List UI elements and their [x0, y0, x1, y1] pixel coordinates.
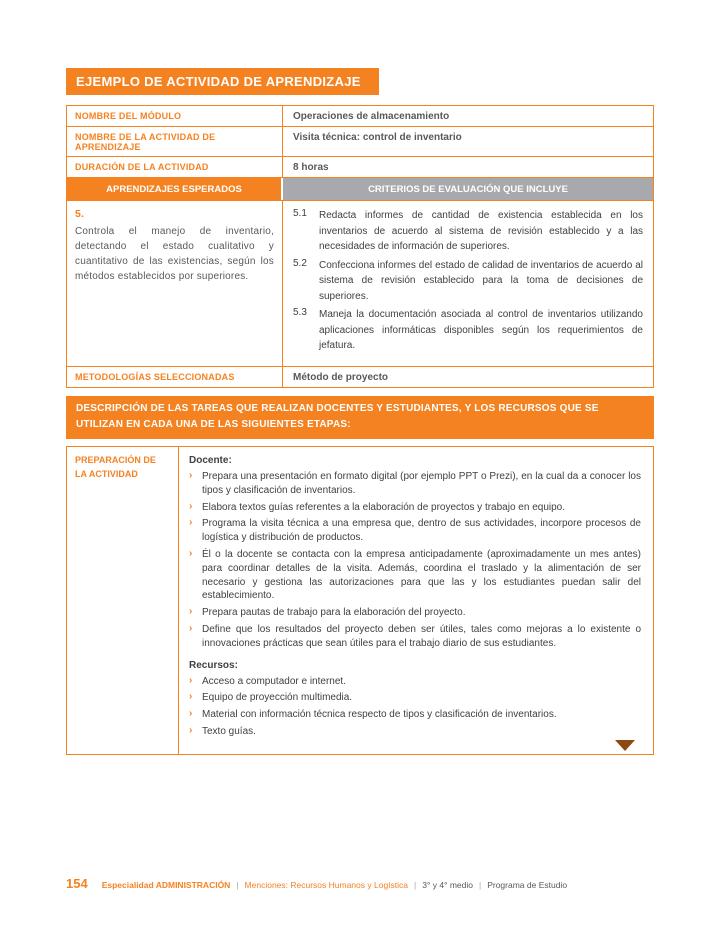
list-item [189, 470, 641, 498]
chevron-bullet-icon: › [189, 606, 193, 618]
criterion-item [293, 208, 643, 255]
row-label-duration: DURACIÓN DE LA ACTIVIDAD [67, 157, 283, 177]
table-row [67, 157, 653, 178]
page-title: EJEMPLO DE ACTIVIDAD DE APRENDIZAJE [66, 68, 379, 95]
list-item [189, 675, 641, 689]
list-item [189, 517, 641, 545]
list-item [189, 623, 641, 651]
footer-separator: | [478, 880, 482, 890]
preparation-content [179, 447, 653, 754]
docente-heading: Docente: [189, 455, 232, 466]
evaluation-criteria-header: CRITERIOS DE EVALUACIÓN QUE INCLUYE [283, 178, 653, 200]
table-section-header-row [67, 178, 653, 201]
criterion-number: 5.1 [293, 208, 307, 219]
page-content [66, 68, 654, 755]
footer-grade: 3° y 4° medio [422, 880, 473, 890]
row-value-methodology: Método de proyecto [293, 372, 389, 383]
criterion-text: Redacta informes de cantidad de existencia establecida en los inventarios de acuerdo al sistema de revisión establecido y a las necesidades de información de superiores. [319, 210, 643, 252]
list-item [189, 725, 641, 739]
table-row [67, 106, 653, 127]
row-value-activity-name: Visita técnica: control de inventario [293, 132, 462, 143]
row-label-module: NOMBRE DEL MÓDULO [67, 106, 283, 126]
chevron-bullet-icon: › [189, 517, 193, 529]
expected-learning-cell [67, 201, 283, 366]
list-item-text: Programa la visita técnica a una empresa que, dentro de sus actividades, incorpore procesos de logística y distribución de productos. [202, 518, 641, 544]
list-item-text: Elabora textos guías referentes a la elaboración de proyectos y trabajo en equipo. [202, 501, 566, 513]
list-item-text: Acceso a computador e internet. [202, 675, 346, 687]
list-item [189, 708, 641, 722]
list-item-text: Prepara una presentación en formato digital (por ejemplo PPT o Prezi), en la cual da a conocer los tipos y clasificación de inventarios. [202, 471, 641, 496]
chevron-bullet-icon: › [189, 622, 193, 634]
table-row [67, 367, 653, 387]
footer-specialty: Especialidad ADMINISTRACIÓN [101, 880, 231, 890]
row-label-activity-name: NOMBRE DE LA ACTIVIDAD DE APRENDIZAJE [67, 127, 283, 156]
footer-program: Programa de Estudio [487, 880, 568, 890]
criterion-item [293, 307, 643, 354]
tasks-description-banner: DESCRIPCIÓN DE LAS TAREAS QUE REALIZAN DOCENTES Y ESTUDIANTES, Y LOS RECURSOS QUE SE UTILIZAN EN CADA UNA DE LAS SIGUIENTES ETAPAS: [66, 396, 654, 439]
chevron-bullet-icon: › [189, 691, 193, 703]
chevron-bullet-icon: › [189, 724, 193, 736]
recursos-heading: Recursos: [189, 659, 238, 671]
criterion-number: 5.3 [293, 307, 307, 318]
row-value-module: Operaciones de almacenamiento [293, 111, 450, 122]
expected-learning-header: APRENDIZAJES ESPERADOS [67, 178, 283, 200]
list-item-text: Material con información técnica respecto de tipos y clasificación de inventarios. [202, 709, 557, 721]
row-value-duration: 8 horas [293, 162, 329, 173]
continuation-arrow-icon [615, 740, 635, 751]
criterion-number: 5.2 [293, 257, 307, 269]
list-item-text: Él o la docente se contacta con la empresa anticipadamente (aproximadamente un mes antes) para coordinar detalles de la visita. Además, coordina el traslado y la alimentación de ser necesario y gestiona las autorizaciones para que las y los estudiantes puedan salir del establecimiento. [202, 548, 641, 602]
preparation-section [66, 446, 654, 755]
list-item-text: Define que los resultados del proyecto deben ser útiles, tales como mejoras a lo existente o innovaciones prácticas que sean útiles para el trabajo diario de sus estudiantes. [202, 623, 641, 649]
list-item-text: Prepara pautas de trabajo para la elaboración del proyecto. [202, 607, 466, 619]
criteria-cell [283, 201, 653, 366]
learning-number: 5. [75, 208, 85, 220]
list-item [189, 691, 641, 705]
learning-text: Controla el manejo de inventario, detectando el estado cualitativo y cuantitativo de las existencias, según los métodos establecidos por superiores. [75, 226, 274, 282]
chevron-bullet-icon: › [189, 708, 193, 720]
activity-table [66, 105, 654, 388]
list-item [189, 548, 641, 603]
chevron-bullet-icon: › [189, 547, 193, 559]
chevron-bullet-icon: › [189, 470, 193, 481]
criterion-item [293, 258, 643, 305]
chevron-bullet-icon: › [189, 674, 193, 686]
criterion-text: Maneja la documentación asociada al control de inventarios utilizando aplicaciones informáticas disponibles según los requerimientos de jefatura. [319, 309, 643, 351]
list-item-text: Equipo de proyección multimedia. [202, 692, 353, 704]
list-item [189, 606, 641, 620]
row-label-methodology: METODOLOGÍAS SELECCIONADAS [67, 367, 283, 387]
criterion-text: Confecciona informes del estado de calidad de inventarios de acuerdo al sistema de revisión establecido para la toma de decisiones de superiores. [319, 259, 643, 302]
list-item [189, 501, 641, 515]
page-number: 154 [66, 876, 88, 891]
footer-mentions: Menciones: Recursos Humanos y Logística [244, 880, 409, 890]
page-footer [66, 876, 666, 891]
footer-separator: | [414, 880, 417, 890]
table-row [67, 127, 653, 157]
list-item-text: Texto guías. [202, 725, 256, 737]
chevron-bullet-icon: › [189, 500, 193, 512]
footer-separator: | [236, 880, 239, 890]
learning-criteria-row [67, 201, 653, 367]
preparation-label: PREPARACIÓN DE LA ACTIVIDAD [67, 447, 179, 754]
